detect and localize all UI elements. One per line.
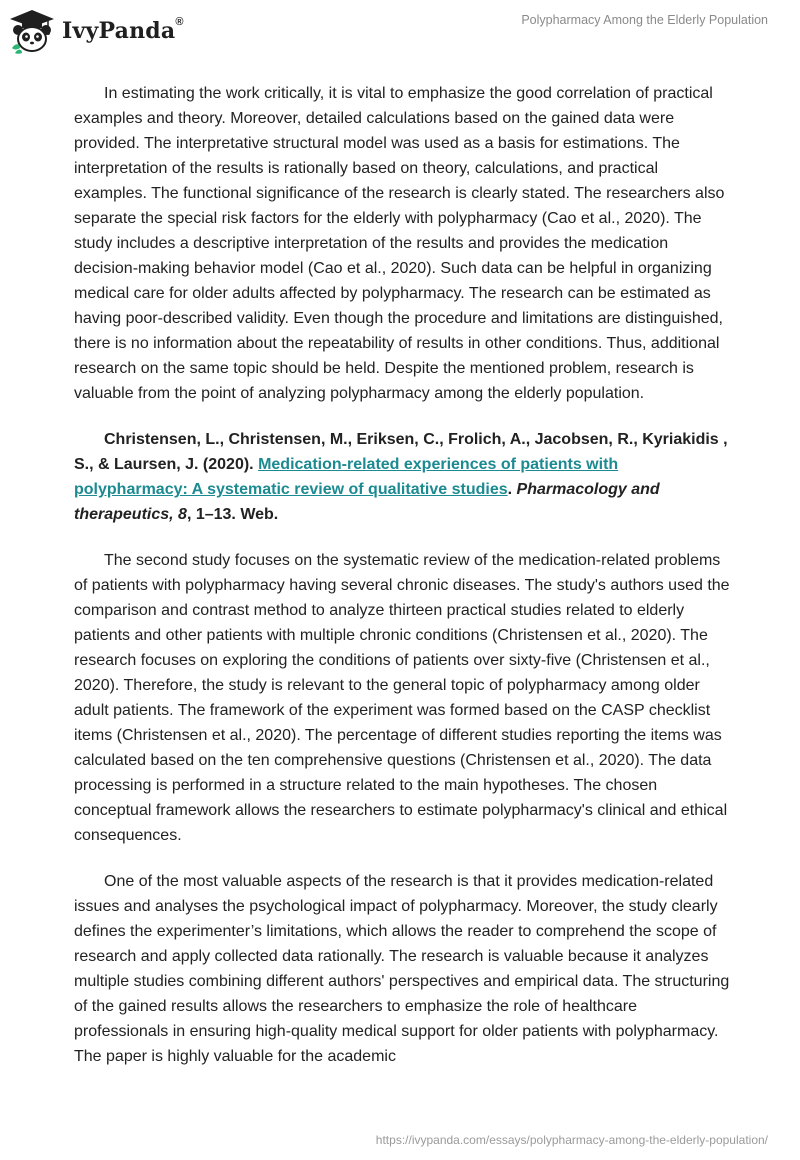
reference-citation: [74, 427, 734, 527]
page-header: [0, 0, 800, 62]
brand-name: IvyPanda®: [62, 16, 184, 44]
panda-logo-icon: [8, 8, 56, 54]
reference-tail: , 1–13. Web.: [186, 506, 279, 523]
reference-link[interactable]: Medication-related experiences of patients with polypharmacy: A systematic review of qualitative studies: [74, 456, 619, 498]
source-url[interactable]: https://ivypanda.com/essays/polypharmacy-among-the-elderly-population/: [375, 1133, 768, 1147]
registered-mark: ®: [175, 16, 184, 28]
document-title: Polypharmacy Among the Elderly Population: [521, 13, 768, 27]
reference-after-link: .: [507, 481, 517, 498]
ivypanda-logo[interactable]: [8, 8, 184, 54]
reference-journal: Pharmacology and therapeutics, 8: [74, 481, 660, 523]
reference-authors: Christensen, L., Christensen, M., Eriksen, C., Frolich, A., Jacobsen, R., Kyriakidis , S., & Laursen, J. (2020).: [74, 431, 728, 473]
essay-body: [74, 81, 734, 1069]
paragraph-3: One of the most valuable aspects of the research is that it provides medication-related issues and analyses the psychological impact of polypharmacy. Moreover, the study clearly defines the experimenter’s limitations, which allows the reader to comprehend the scope of research and apply collected data rationally. The research is valuable because it analyzes multiple studies combining different authors' perspectives and empirical data. The structuring of the gained results allows the researchers to emphasize the role of healthcare professionals in ensuring high-quality medical support for older patients with polypharmacy. The paper is highly valuable for the academic: [74, 873, 730, 1065]
paragraph-2: The second study focuses on the systematic review of the medication-related problems of patients with polypharmacy having several chronic diseases. The study's authors used the comparison and contrast method to analyze thirteen practical studies related to elderly patients and other patients with multiple chronic conditions (Christensen et al., 2020). The research focuses on exploring the conditions of patients over sixty-five (Christensen et al., 2020). Therefore, the study is relevant to the general topic of polypharmacy among older adult patients. The framework of the experiment was formed based on the CASP checklist items (Christensen et al., 2020). The percentage of different studies reporting the items was calculated based on the ten comprehensive questions (Christensen et al., 2020). The data processing is performed in a structure related to the main hypotheses. The chosen conceptual framework allows the researchers to estimate polypharmacy's clinical and ethical consequences.: [74, 552, 730, 844]
paragraph-1: In estimating the work critically, it is vital to emphasize the good correlation of practical examples and theory. Moreover, detailed calculations based on the gained data were provided. The interpretative structural model was used as a basis for estimations. The interpretation of the results is rationally based on theory, calculations, and practical examples. The functional significance of the research is clearly stated. The researchers also separate the special risk factors for the elderly with polypharmacy (Cao et al., 2020). The study includes a descriptive interpretation of the results and provides the medication decision-making behavior model (Cao et al., 2020). Such data can be helpful in organizing medical care for older adults affected by polypharmacy. The research can be estimated as having poor-described validity. Even though the procedure and limitations are distinguished, there is no information about the repeatability of results in other conditions. Thus, additional research on the same topic should be held. Despite the mentioned problem, research is valuable from the point of analyzing polypharmacy among the elderly population.: [74, 85, 725, 402]
